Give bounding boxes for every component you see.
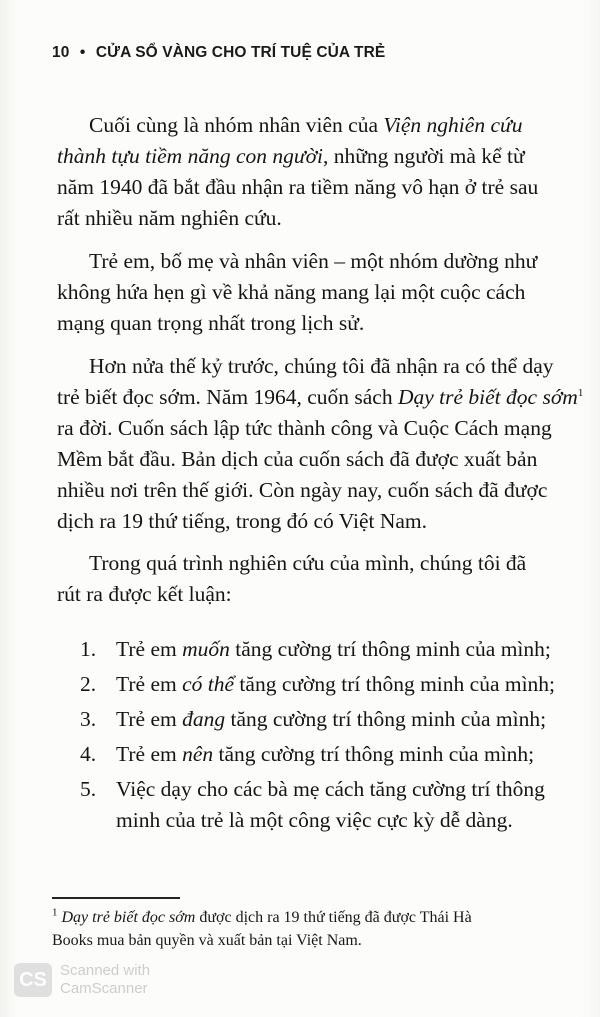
camscanner-watermark xyxy=(14,962,150,998)
list-item xyxy=(80,774,570,836)
paragraph-1-line-2: thành tựu tiềm năng con người, những người mà kể từ xyxy=(57,144,525,168)
paragraph-3-line-4: Mềm bắt đầu. Bản dịch của cuốn sách đã được xuất bản xyxy=(57,447,538,471)
paragraph-3-line-6: dịch ra 19 thứ tiếng, trong đó có Việt Nam. xyxy=(57,509,428,533)
paragraph-4 xyxy=(57,548,567,610)
footnote-line-2: Books mua bản quyền và xuất bản tại Việt Nam. xyxy=(52,932,362,949)
paragraph-3-line-3: ra đời. Cuốn sách lập tức thành công và Cuộc Cách mạng xyxy=(57,416,552,440)
footnote-reference: 1 xyxy=(577,386,584,399)
paragraph-1-line-1: Cuối cùng là nhóm nhân viên của Viện nghiên cứu xyxy=(89,113,523,137)
paragraph-3-line-1: Hơn nửa thế kỷ trước, chúng tôi đã nhận ra có thể dạy xyxy=(89,354,554,378)
list-text: Trẻ em nên tăng cường trí thông minh của mình; xyxy=(116,742,535,766)
paragraph-1-line-3: năm 1940 đã bắt đầu nhận ra tiềm năng vô hạn ở trẻ sau xyxy=(57,175,539,199)
list-text: Việc dạy cho các bà mẹ cách tăng cường trí thông minh của trẻ là một công việc cực kỳ dễ dàng. xyxy=(116,777,545,832)
list-item xyxy=(80,669,570,700)
paragraph-2 xyxy=(57,246,567,339)
footnote-line-1: $^1$ Dạy trẻ biết đọc sớm được dịch ra 19 thứ tiếng đã được Thái Hà xyxy=(52,906,472,926)
list-text: Trẻ em đang tăng cường trí thông minh của mình; xyxy=(116,707,547,731)
list-item xyxy=(80,634,570,665)
paragraph-2-line-3: mạng quan trọng nhất trong lịch sử. xyxy=(57,311,365,335)
running-head xyxy=(52,44,385,62)
page-number: 10 xyxy=(52,44,70,61)
list-text: Trẻ em muốn tăng cường trí thông minh của mình; xyxy=(116,637,551,661)
footnote-marker: 1 xyxy=(52,906,58,919)
footnote xyxy=(52,906,572,952)
list-number: 5. xyxy=(80,777,97,801)
header-separator: • xyxy=(79,44,86,61)
list-item xyxy=(80,739,570,770)
paragraph-4-line-2: rút ra được kết luận: xyxy=(57,582,232,606)
paragraph-2-line-1: Trẻ em, bố mẹ và nhân viên – một nhóm dường như xyxy=(89,249,538,273)
list-number: 2. xyxy=(80,672,97,696)
list-number: 1. xyxy=(80,637,97,661)
paragraph-2-line-2: không hứa hẹn gì về khả năng mang lại một cuộc cách xyxy=(57,280,526,304)
list-item xyxy=(80,704,570,735)
watermark-line-1: Scanned with xyxy=(60,962,151,979)
list-text: Trẻ em có thể tăng cường trí thông minh của mình; xyxy=(116,672,556,696)
paragraph-4-line-1: Trong quá trình nghiên cứu của mình, chúng tôi đã xyxy=(89,551,527,575)
paragraph-1-line-4: rất nhiều năm nghiên cứu. xyxy=(57,206,282,230)
paragraph-1 xyxy=(57,110,567,234)
watermark-line-2: CamScanner xyxy=(60,980,148,997)
list-number: 4. xyxy=(80,742,97,766)
conclusions-list xyxy=(80,634,570,840)
institute-name-part-1: Viện nghiên cứu xyxy=(383,113,523,137)
institute-name-part-2: thành tựu tiềm năng con người xyxy=(57,144,324,168)
book-title: CỬA SỔ VÀNG CHO TRÍ TUỆ CỦA TRẺ xyxy=(95,44,386,61)
footnote-divider xyxy=(52,897,180,899)
paragraph-3 xyxy=(57,351,584,537)
book-title-italic: Dạy trẻ biết đọc sớm xyxy=(397,385,578,409)
paragraph-3-line-5: nhiều nơi trên thế giới. Còn ngày nay, cuốn sách đã được xyxy=(57,478,548,502)
paragraph-3-line-2: trẻ biết đọc sớm. Năm 1964, cuốn sách Dạy trẻ biết đọc sớm$^1$ xyxy=(57,385,584,409)
list-number: 3. xyxy=(80,707,97,731)
camscanner-logo-icon: CS xyxy=(14,963,52,997)
